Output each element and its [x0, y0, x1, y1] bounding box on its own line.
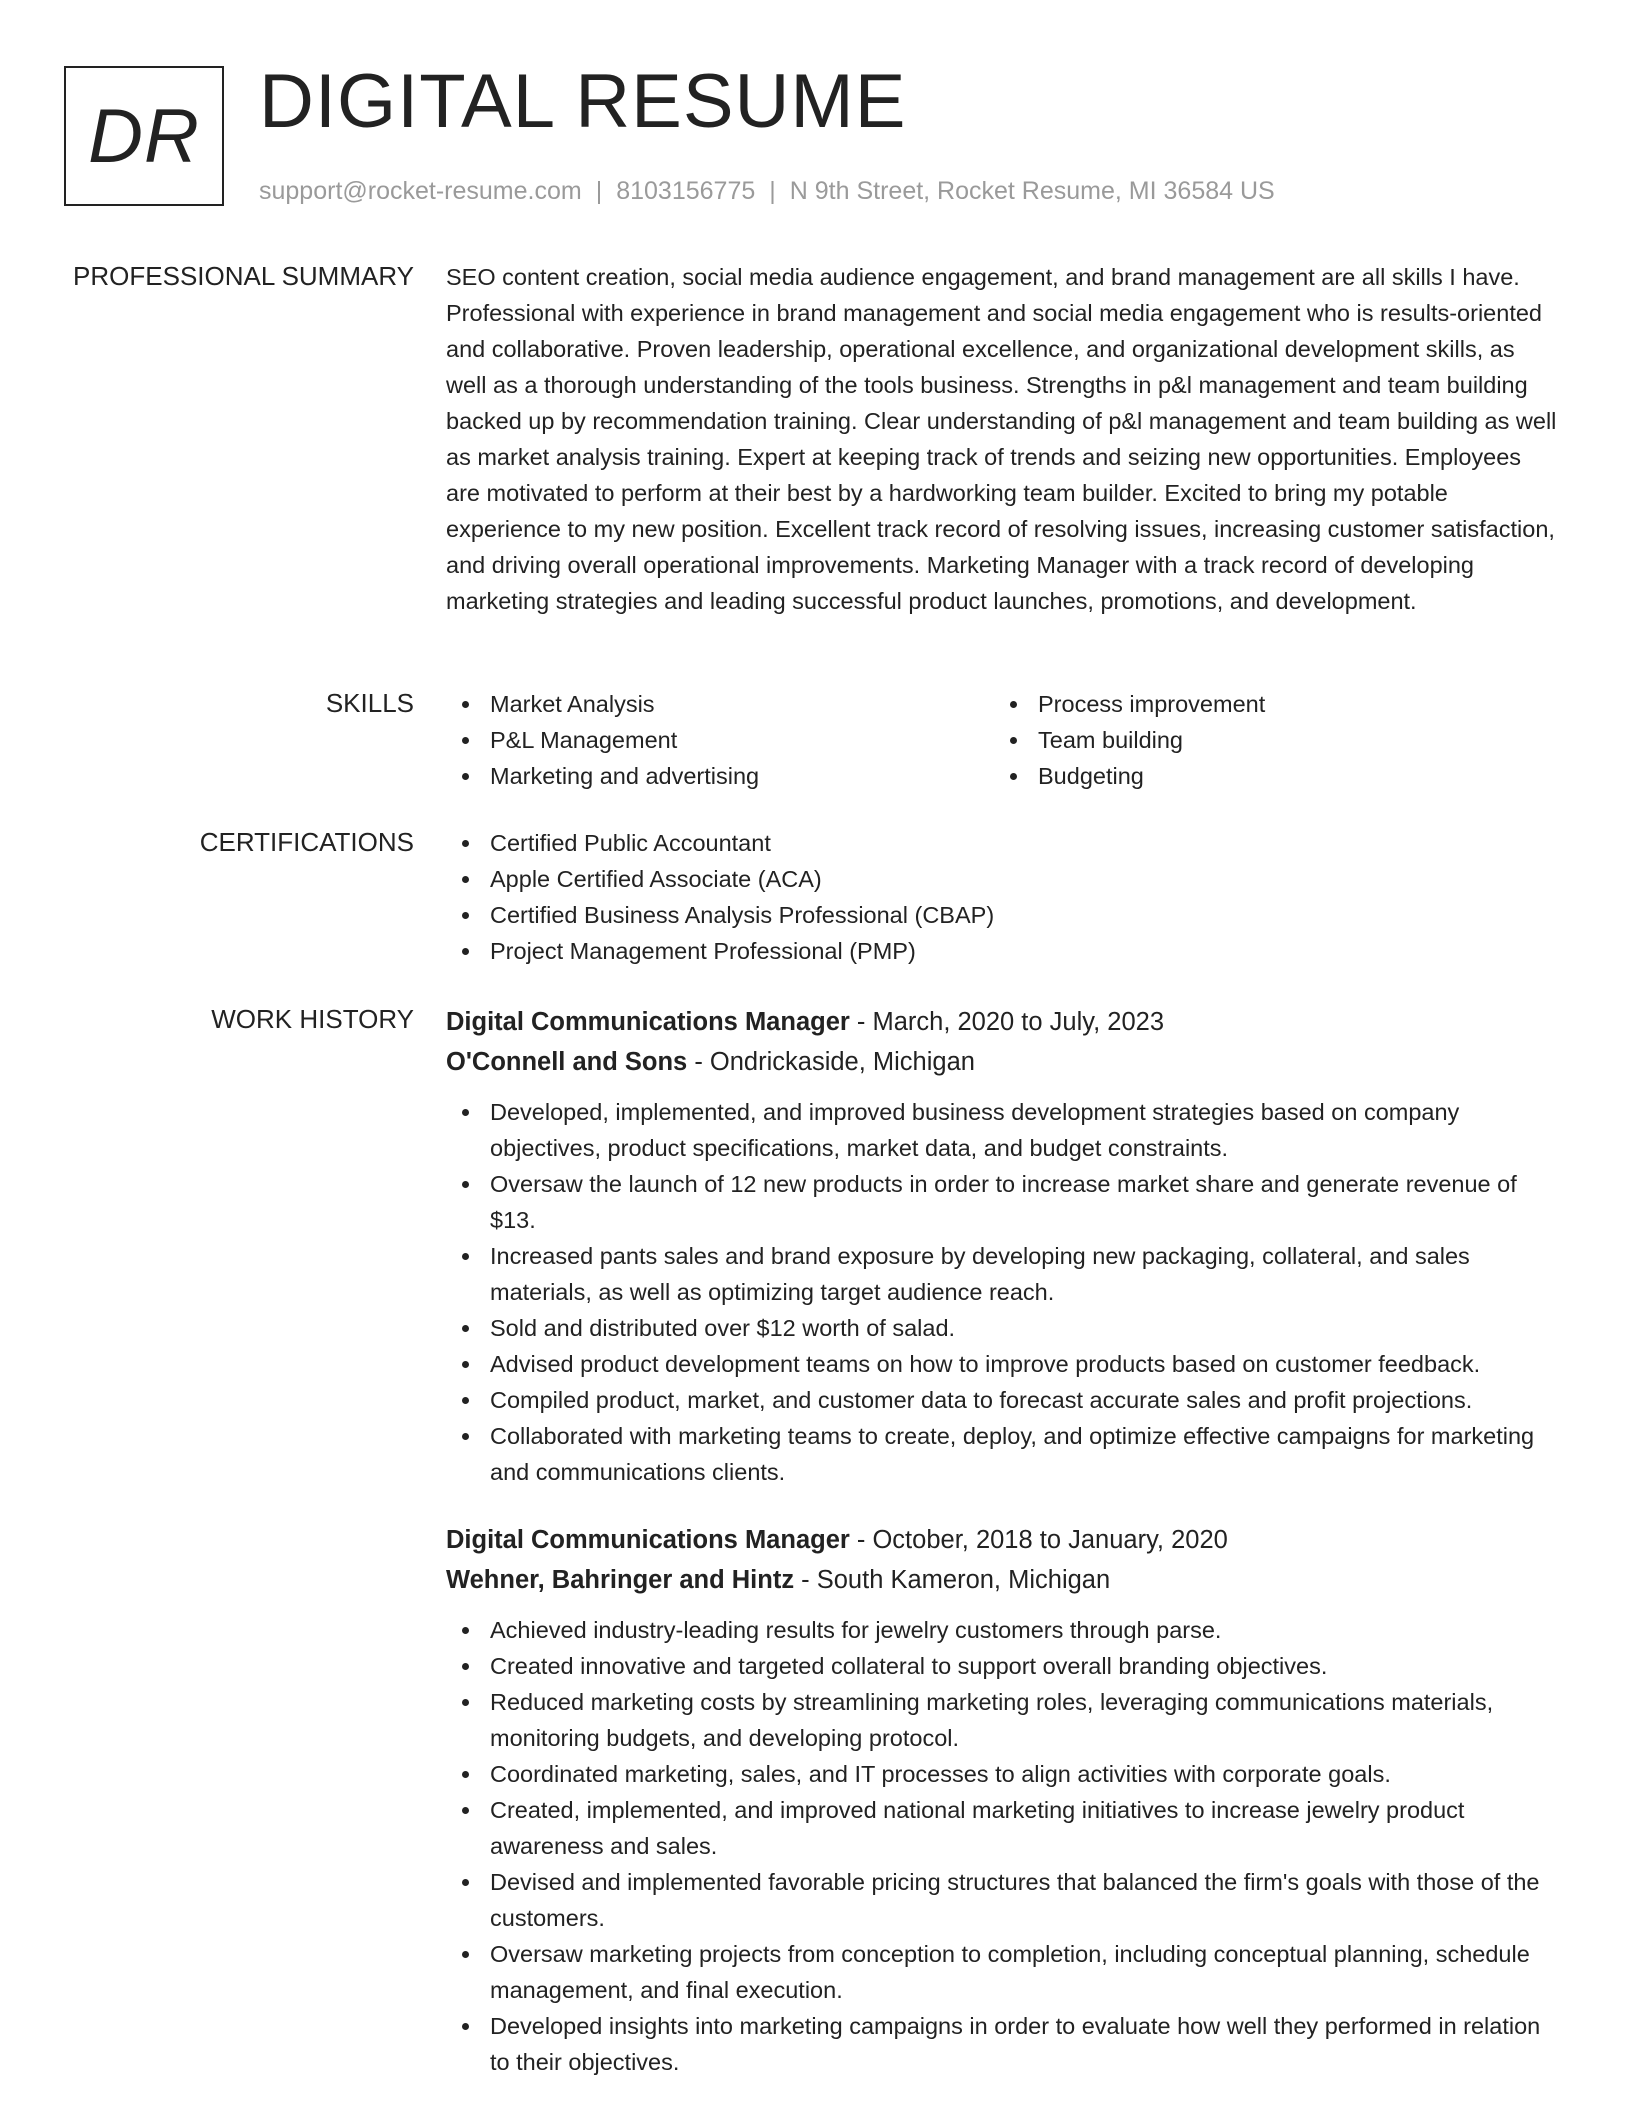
skill-item: Budgeting — [994, 758, 1542, 794]
job-bullet: Oversaw the launch of 12 new products in order to increase market share and generate revenue of $13. — [446, 1166, 1558, 1238]
job-bullet: Sold and distributed over $12 worth of salad. — [446, 1310, 1558, 1346]
skills-list-right — [994, 686, 1542, 794]
job-bullet: Developed insights into marketing campaigns in order to evaluate how well they performed in relation to their objectives. — [446, 2008, 1558, 2080]
job-company-line — [446, 1042, 1558, 1082]
skills-list-left — [446, 686, 994, 794]
job-bullet-list — [446, 1094, 1558, 1490]
skill-item: Process improvement — [994, 686, 1542, 722]
job-bullet: Devised and implemented favorable pricing structures that balanced the firm's goals with those of the customers. — [446, 1864, 1558, 1936]
separator: | — [769, 177, 776, 205]
job-bullet-list — [446, 1612, 1558, 2080]
skill-item: Market Analysis — [446, 686, 994, 722]
skill-item: Marketing and advertising — [446, 758, 994, 794]
job-entry — [446, 1002, 1558, 1490]
job-title: Digital Communications Manager — [446, 1526, 850, 1554]
job-title: Digital Communications Manager — [446, 1008, 850, 1036]
certification-item: Certified Business Analysis Professional (CBAP) — [446, 897, 1558, 933]
skill-item: Team building — [994, 722, 1542, 758]
job-bullet: Coordinated marketing, sales, and IT processes to align activities with corporate goals. — [446, 1756, 1558, 1792]
job-bullet: Oversaw marketing projects from conception to completion, including conceptual planning, schedule management, and final execution. — [446, 1936, 1558, 2008]
job-bullet: Advised product development teams on how to improve products based on customer feedback. — [446, 1346, 1558, 1382]
job-bullet: Increased pants sales and brand exposure by developing new packaging, collateral, and sales materials, as well as optimizing target audience reach. — [446, 1238, 1558, 1310]
section-label-skills: SKILLS — [325, 688, 414, 718]
job-bullet: Created, implemented, and improved national marketing initiatives to increase jewelry product awareness and sales. — [446, 1792, 1558, 1864]
email-link[interactable]: support@rocket-resume.com — [259, 177, 582, 205]
job-title-line — [446, 1520, 1558, 1560]
separator: | — [595, 177, 603, 205]
job-bullet: Created innovative and targeted collateral to support overall branding objectives. — [446, 1648, 1558, 1684]
section-label-summary: PROFESSIONAL SUMMARY — [73, 261, 414, 291]
job-entry — [446, 1520, 1558, 2080]
job-company-line — [446, 1560, 1558, 1600]
job-bullet: Achieved industry-leading results for jewelry customers through parse. — [446, 1612, 1558, 1648]
certification-item: Project Management Professional (PMP) — [446, 933, 1558, 969]
section-label-work-history: WORK HISTORY — [211, 1004, 414, 1034]
job-bullet: Collaborated with marketing teams to create, deploy, and optimize effective campaigns for marketing and communications clients. — [446, 1418, 1558, 1490]
job-dates: - October, 2018 to January, 2020 — [849, 1526, 1228, 1554]
job-bullet: Developed, implemented, and improved business development strategies based on company objectives, product specifications, market data, and budget constraints. — [446, 1094, 1558, 1166]
address: N 9th Street, Rocket Resume, MI 36584 US — [789, 177, 1275, 205]
skill-item: P&L Management — [446, 722, 994, 758]
job-company: O'Connell and Sons — [446, 1048, 688, 1076]
summary-text: SEO content creation, social media audience engagement, and brand management are all skills I have. Professional with experience in brand management and social media engagement who is results-oriented and collaborative. Proven leadership, operational excellence, and organizational development skills, as well as a thorough understanding of the tools business. Strengths in p&l management and team building backed up by recommendation training. Clear understanding of p&l management and team building as well as market analysis training. Expert at keeping track of trends and seizing new opportunities. Employees are motivated to perform at their best by a hardworking team builder. Excited to bring my potable experience to my new position. Excellent track record of resolving issues, increasing customer satisfaction, and driving overall operational improvements. Marketing Manager with a track record of developing marketing strategies and leading successful product launches, promotions, and development. — [446, 264, 1557, 614]
resume-name: DIGITAL RESUME — [259, 59, 907, 144]
job-bullet: Compiled product, market, and customer data to forecast accurate sales and profit projections. — [446, 1382, 1558, 1418]
certifications-list — [446, 825, 1558, 969]
job-location: - Ondrickaside, Michigan — [687, 1048, 975, 1076]
monogram-logo: DR — [64, 66, 224, 206]
job-bullet: Reduced marketing costs by streamlining marketing roles, leveraging communications materials, monitoring budgets, and developing protocol. — [446, 1684, 1558, 1756]
job-dates: - March, 2020 to July, 2023 — [849, 1008, 1165, 1036]
certification-item: Certified Public Accountant — [446, 825, 1558, 861]
section-label-certifications: CERTIFICATIONS — [199, 827, 414, 857]
job-title-line — [446, 1002, 1558, 1042]
certification-item: Apple Certified Associate (ACA) — [446, 861, 1558, 897]
contact-line — [259, 174, 1275, 208]
job-location: - South Kameron, Michigan — [794, 1566, 1111, 1594]
phone-number[interactable]: 8103156775 — [616, 177, 756, 205]
job-company: Wehner, Bahringer and Hintz — [446, 1566, 795, 1594]
